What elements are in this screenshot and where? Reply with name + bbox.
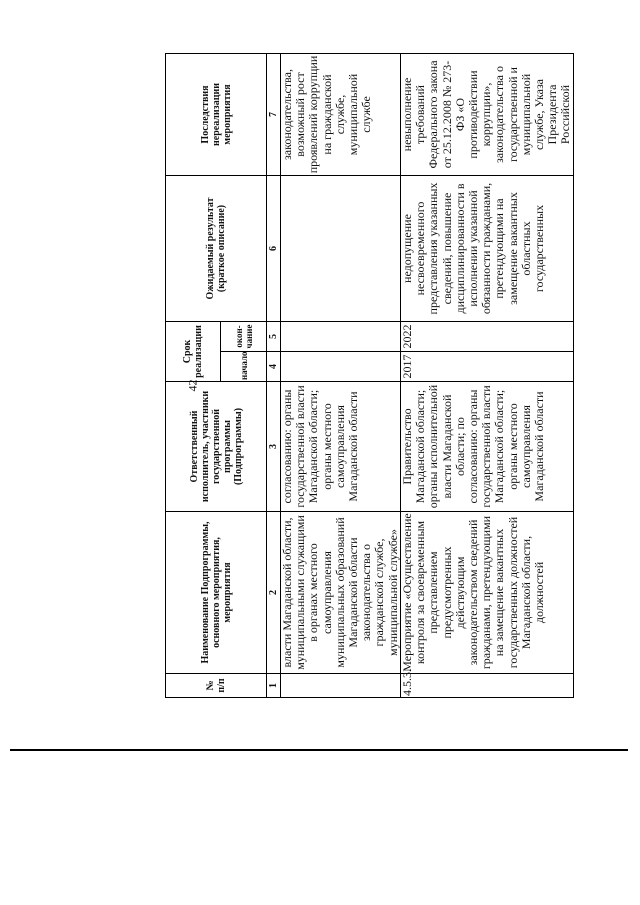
rotated-table-container xyxy=(165,54,573,698)
cell-executor: Правительство Магаданской области; органы исполнительной власти Магаданской области; по согласованию: органы государственной власти Магаданской области; органы местного самоуправления Магаданской области xyxy=(401,382,574,512)
column-number: 1 xyxy=(267,674,281,698)
column-number: 7 xyxy=(267,54,281,176)
cell-name: Мероприятие «Осуществление контроля за своевременным представлением предусмотренных действующим законодательством сведений гражданами, претендующими на замещение вакантных государственных должностей Магаданской области, должностей xyxy=(401,512,574,674)
column-number: 3 xyxy=(267,382,281,512)
cell-start xyxy=(281,352,401,382)
cell-consequences: законодательства, возможный рост проявлений коррупции на гражданской службе, муниципальной службе xyxy=(281,54,401,176)
column-number: 5 xyxy=(267,322,281,352)
table-row xyxy=(401,54,574,698)
header-consequences: Последствия нереализации мероприятия xyxy=(166,54,267,176)
header-term: Срок реализации xyxy=(166,322,221,382)
footer-rule xyxy=(10,749,628,751)
header-num: № п/п xyxy=(166,674,267,698)
column-number-row xyxy=(267,54,281,698)
table-row xyxy=(281,54,401,698)
header-executor: Ответственный исполнитель, участники государственной программы (Подпрограммы) xyxy=(166,382,267,512)
cell-end: 2022 xyxy=(401,322,574,352)
cell-executor: согласованию: органы государственной власти Магаданской области; органы местного самоуправления Магаданской области xyxy=(281,382,401,512)
page-number: 42 xyxy=(185,379,200,392)
cell-result: недопущение несвоевременного представления указанных сведений, повышение дисциплинированности в исполнении указанной обязанности гражданами, претендующими на замещение вакантных областных государственных xyxy=(401,176,574,322)
measures-table xyxy=(165,53,574,698)
cell-start: 2017 xyxy=(401,352,574,382)
cell-name: власти Магаданской области, муниципальными служащими в органах местного самоуправления муниципальных образований Магаданской области законодательства о гражданской службе, муниципальной службе» xyxy=(281,512,401,674)
cell-end xyxy=(281,322,401,352)
cell-num xyxy=(281,674,401,698)
column-number: 4 xyxy=(267,352,281,382)
cell-consequences: невыполнение требований Федерального закона от 25.12.2008 № 273-ФЗ «О противодействии коррупции», законодательства о государственной и муниципальной службе, Указа Президента Российской xyxy=(401,54,574,176)
header-start: начало xyxy=(221,352,267,382)
cell-result xyxy=(281,176,401,322)
cell-num: 4.5.3. xyxy=(401,674,574,698)
header-result: Ожидаемый результат (краткое описание) xyxy=(166,176,267,322)
column-number: 6 xyxy=(267,176,281,322)
header-end: окон-чание xyxy=(221,322,267,352)
column-number: 2 xyxy=(267,512,281,674)
header-name: Наименование Подпрограммы, основного мероприятия, мероприятия xyxy=(166,512,267,674)
